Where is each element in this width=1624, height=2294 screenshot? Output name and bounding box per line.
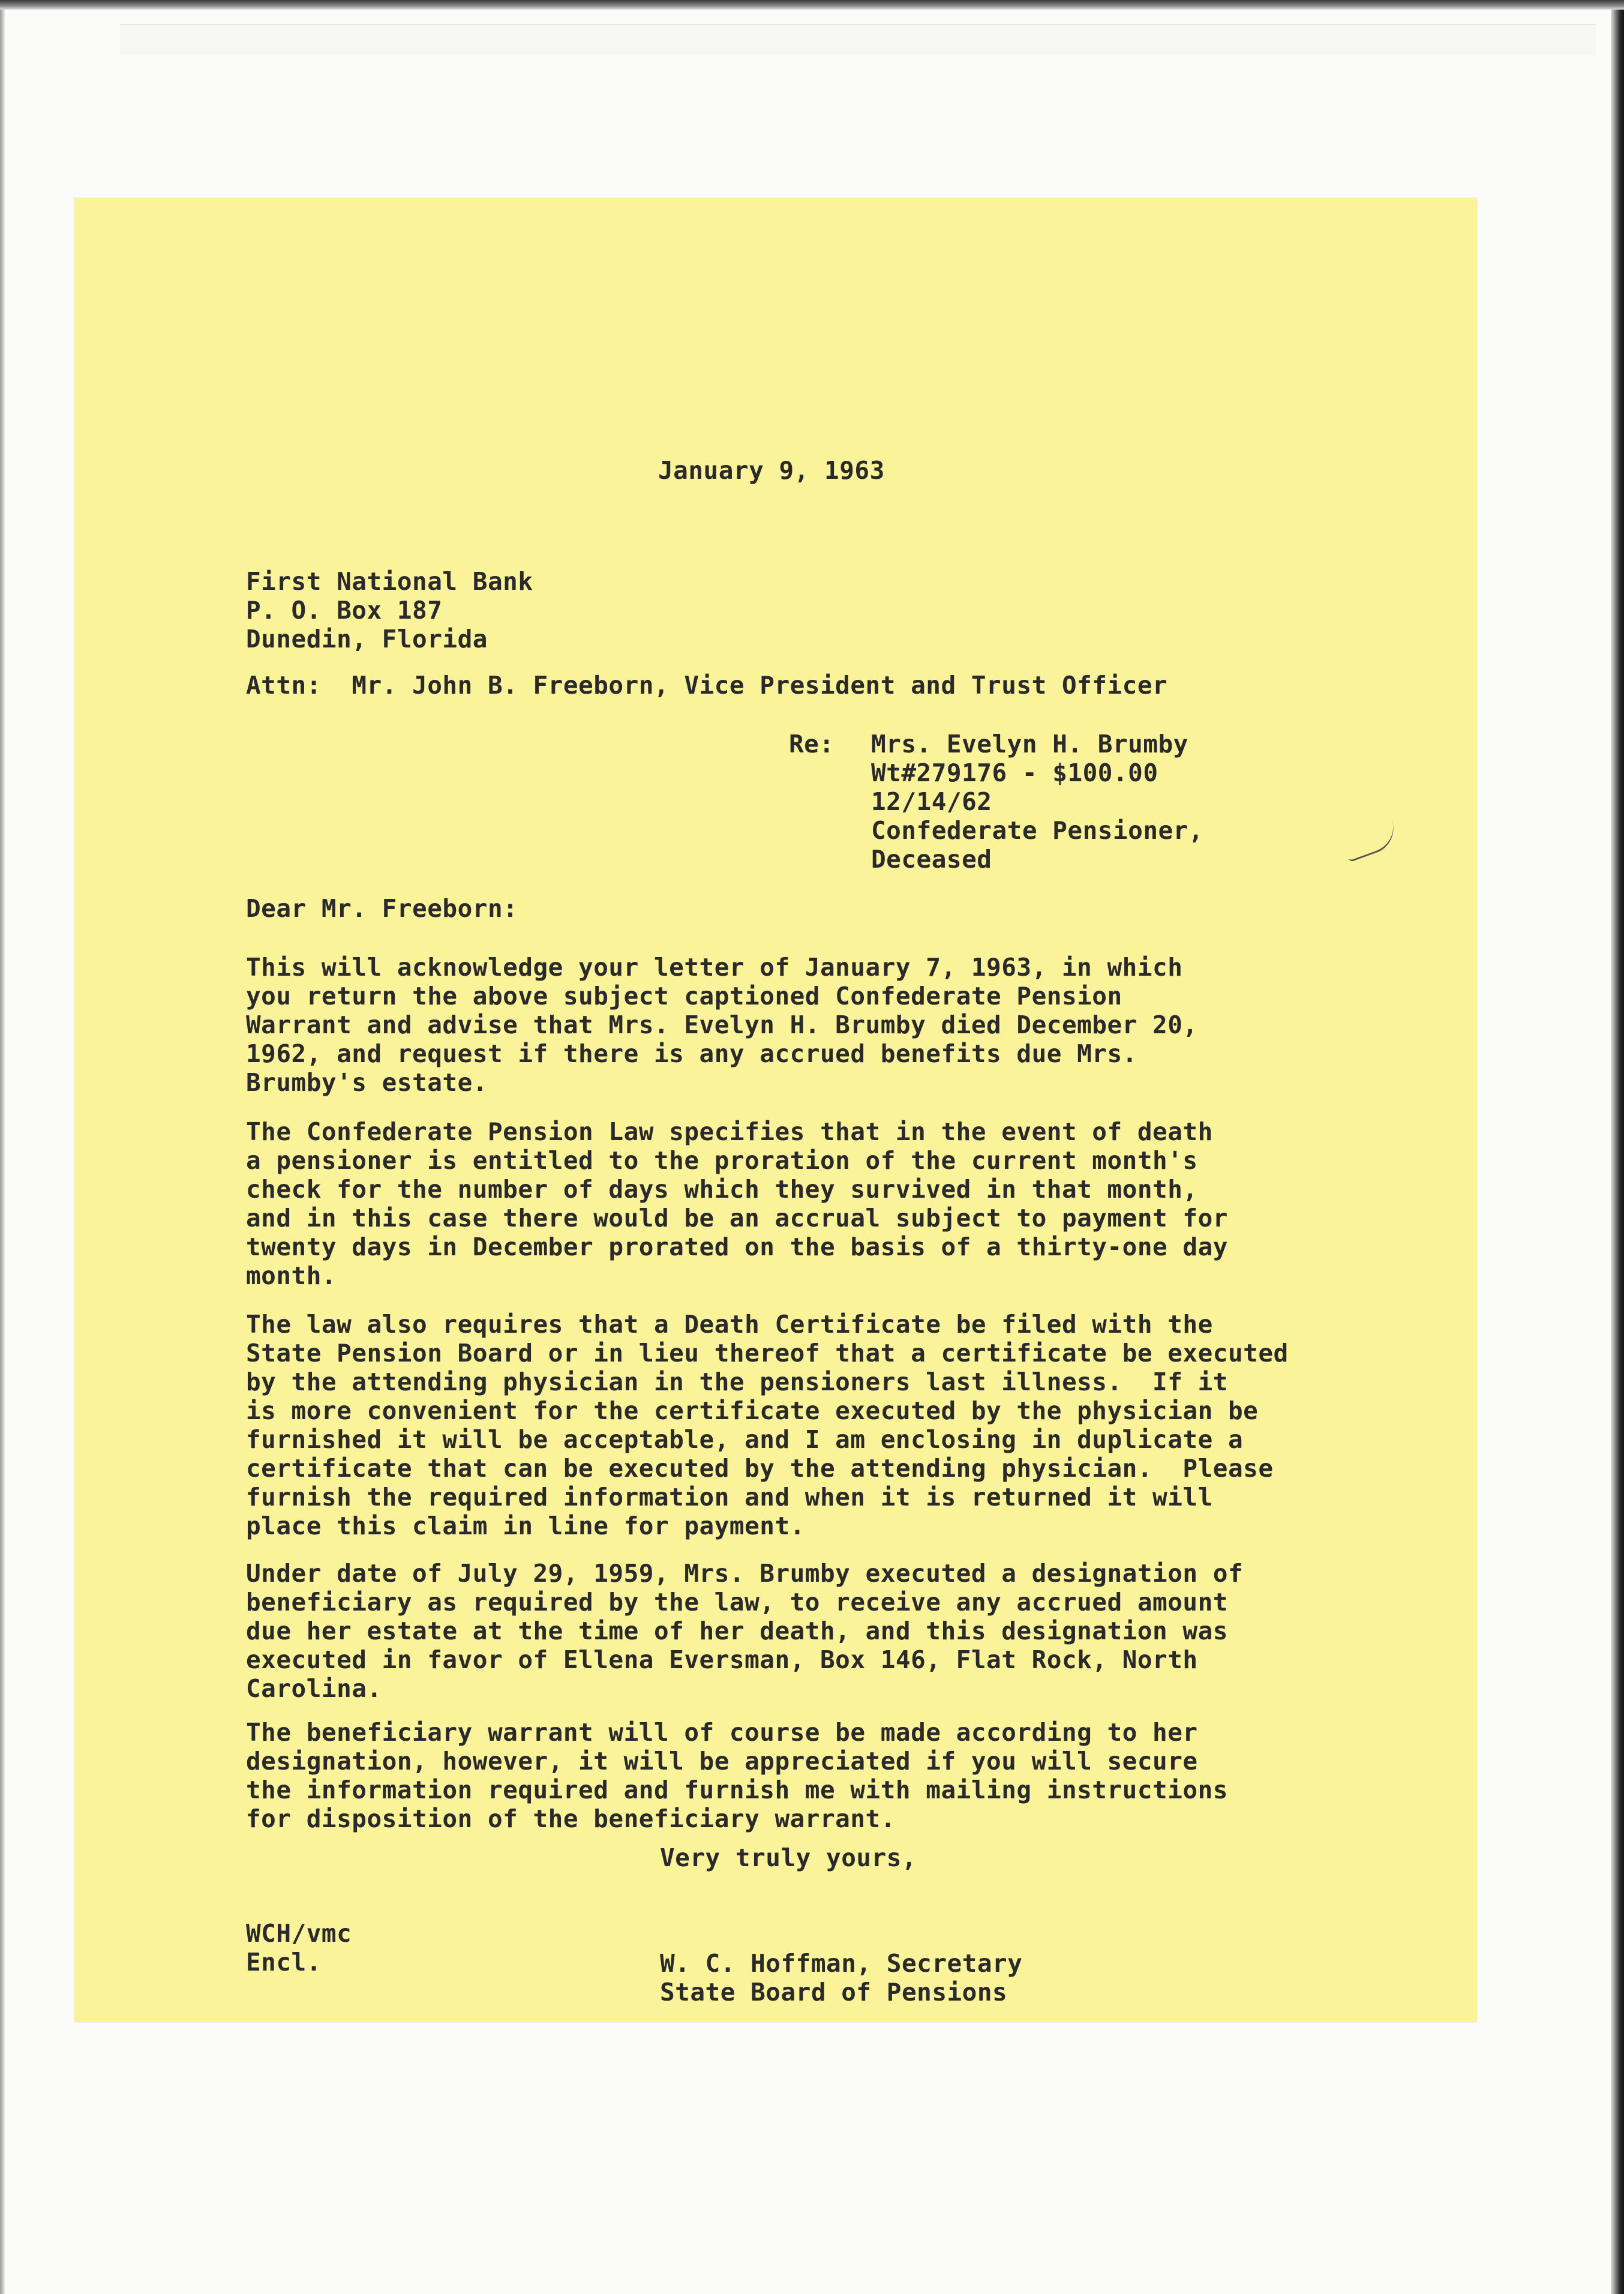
text-line: beneficiary as required by the law, to receive any accrued amount xyxy=(246,1588,1228,1617)
scan-left-edge xyxy=(0,10,5,2294)
address-line: First National Bank xyxy=(246,567,533,596)
text-line: check for the number of days which they survived in that month, xyxy=(246,1175,1198,1204)
text-line: The Confederate Pension Law specifies that in the event of death xyxy=(246,1117,1213,1146)
text-line: The law also requires that a Death Certificate be filed with the xyxy=(246,1310,1213,1339)
text-line: furnished it will be acceptable, and I am enclosing in duplicate a xyxy=(246,1425,1244,1454)
text-line: Brumby's estate. xyxy=(246,1068,488,1097)
text-line: executed in favor of Ellena Eversman, Box 146, Flat Rock, North xyxy=(246,1645,1198,1674)
re-line: 12/14/62 xyxy=(871,787,992,816)
text-line: place this claim in line for payment. xyxy=(246,1512,805,1540)
body-paragraph-5 xyxy=(246,1718,1228,1833)
text-line: by the attending physician in the pensioners last illness. If it xyxy=(246,1368,1228,1396)
re-line: Deceased xyxy=(871,845,992,874)
text-line: Carolina. xyxy=(246,1674,382,1703)
signatory-name: W. C. Hoffman, Secretary xyxy=(660,1949,1023,1978)
body-paragraph-1 xyxy=(246,953,1198,1097)
re-line: Wt#279176 - $100.00 xyxy=(871,758,1158,787)
signature-block xyxy=(660,1949,1022,2007)
address-line: P. O. Box 187 xyxy=(246,596,443,625)
re-block xyxy=(871,730,1203,874)
text-line: 1962, and request if there is any accrued benefits due Mrs. xyxy=(246,1039,1137,1068)
body-paragraph-4 xyxy=(246,1559,1243,1703)
recipient-address xyxy=(246,567,533,653)
salutation: Dear Mr. Freeborn: xyxy=(246,894,518,923)
enclosure-note: Encl. xyxy=(246,1948,322,1977)
text-line: you return the above subject captioned Confederate Pension xyxy=(246,982,1122,1010)
re-line: Confederate Pensioner, xyxy=(871,816,1204,845)
text-line: month. xyxy=(246,1261,337,1290)
scan-right-edge xyxy=(1611,10,1624,2294)
text-line: Warrant and advise that Mrs. Evelyn H. Brumby died December 20, xyxy=(246,1010,1198,1039)
text-line: furnish the required information and when it is returned it will xyxy=(246,1483,1213,1512)
text-line: for disposition of the beneficiary warrant. xyxy=(246,1804,896,1833)
body-paragraph-3 xyxy=(246,1310,1289,1540)
re-line: Mrs. Evelyn H. Brumby xyxy=(871,730,1188,758)
reference-block xyxy=(246,1919,352,1977)
text-line: the information required and furnish me with mailing instructions xyxy=(246,1776,1228,1804)
scan-paper-strip xyxy=(120,24,1596,55)
address-line: Dunedin, Florida xyxy=(246,625,488,653)
text-line: State Pension Board or in lieu thereof that a certificate be executed xyxy=(246,1339,1289,1368)
initials: WCH/vmc xyxy=(246,1919,352,1948)
text-line: This will acknowledge your letter of January 7, 1963, in which xyxy=(246,953,1183,982)
text-line: is more convenient for the certificate executed by the physician be xyxy=(246,1396,1259,1425)
text-line: twenty days in December prorated on the basis of a thirty-one day xyxy=(246,1233,1228,1261)
text-line: and in this case there would be an accrual subject to payment for xyxy=(246,1204,1228,1233)
text-line: certificate that can be executed by the attending physician. Please xyxy=(246,1454,1274,1483)
attention-line: Attn: Mr. John B. Freeborn, Vice President and Trust Officer xyxy=(246,671,1168,700)
scan-top-edge xyxy=(0,0,1624,10)
text-line: Under date of July 29, 1959, Mrs. Brumby executed a designation of xyxy=(246,1559,1244,1588)
letter-date: January 9, 1963 xyxy=(658,456,885,485)
text-line: due her estate at the time of her death, and this designation was xyxy=(246,1617,1228,1645)
text-line: The beneficiary warrant will of course be made according to her xyxy=(246,1718,1198,1747)
body-paragraph-2 xyxy=(246,1117,1228,1290)
re-label: Re: xyxy=(789,730,834,758)
text-line: a pensioner is entitled to the proration of the current month's xyxy=(246,1146,1198,1175)
closing: Very truly yours, xyxy=(660,1843,917,1872)
signatory-office: State Board of Pensions xyxy=(660,1978,1008,2007)
text-line: designation, however, it will be appreciated if you will secure xyxy=(246,1747,1198,1776)
